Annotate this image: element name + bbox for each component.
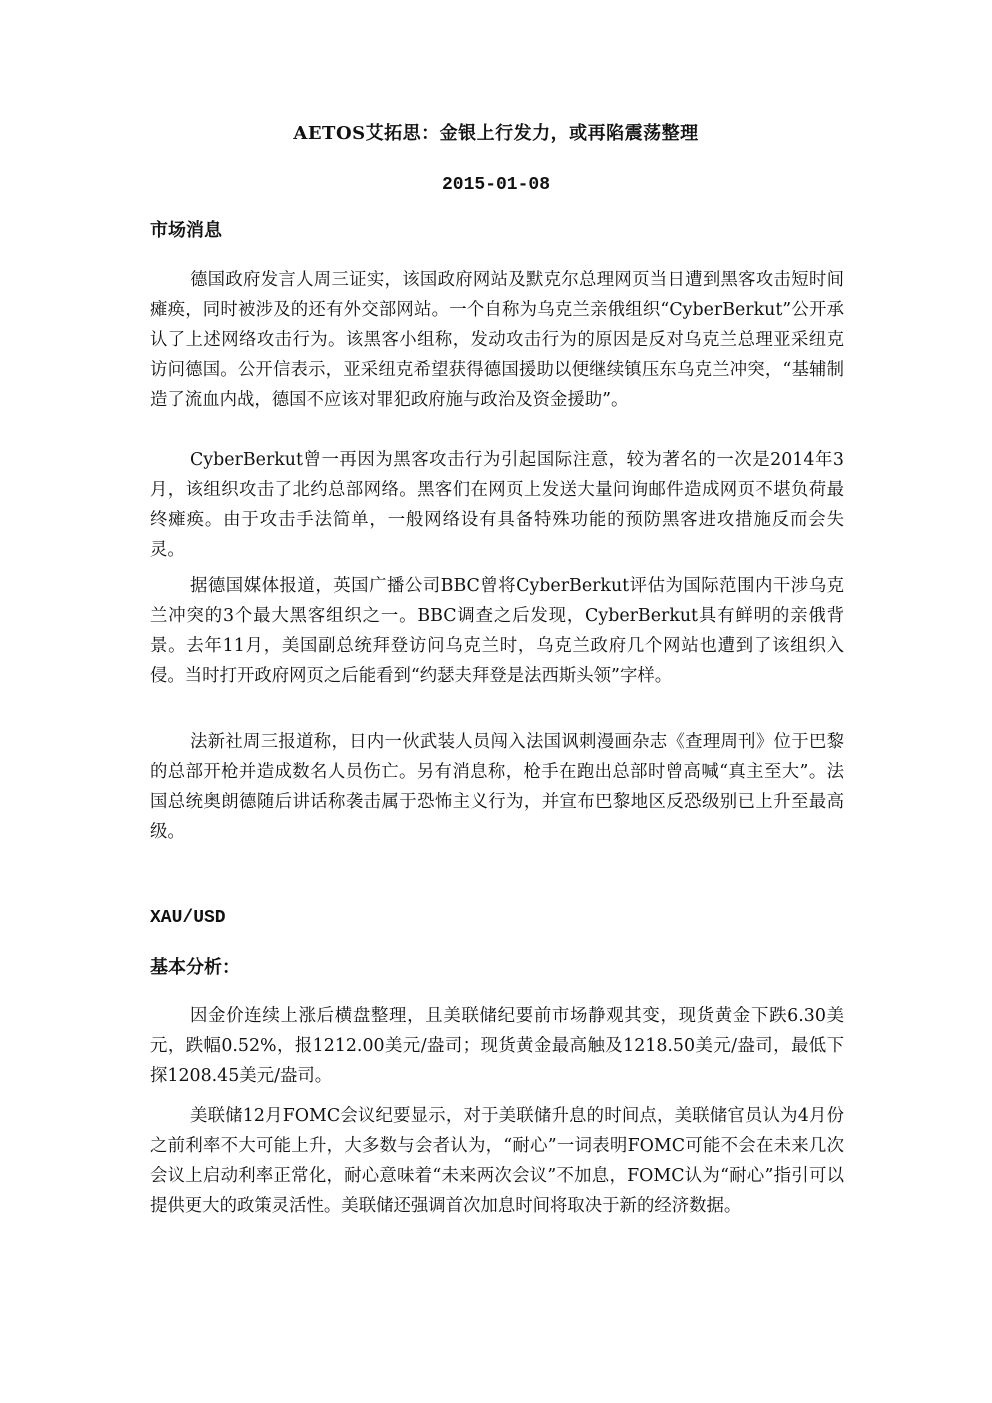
- paragraph: 因金价连续上涨后横盘整理，且美联储纪要前市场静观其变，现货黄金下跌6.30美元，跌幅0.52%，报1212.00美元/盎司；现货黄金最高触及1218.50美元/盎司，最低下探1208.45美元/盎司。: [150, 1006, 844, 1086]
- paragraph: 据德国媒体报道，英国广播公司BBC曾将CyberBerkut评估为国际范围内干涉乌克兰冲突的3个最大黑客组织之一。BBC调查之后发现，CyberBerkut具有鲜明的亲俄背景。去年11月，美国副总统拜登访问乌克兰时，乌克兰政府几个网站也遭到了该组织入侵。当时打开政府网页之后能看到“约瑟夫拜登是法西斯头领”字样。: [150, 576, 844, 686]
- section-heading-fundamental-analysis: 基本分析：: [150, 957, 240, 978]
- paragraph: 美联储12月FOMC会议纪要显示，对于美联储升息的时间点，美联储官员认为4月份之前利率不大可能上升，大多数与会者认为，“耐心”一词表明FOMC可能不会在未来几次会议上启动利率正常化，耐心意味着“未来两次会议”不加息，FOMC认为“耐心”指引可以提供更大的政策灵活性。美联储还强调首次加息时间将取决于新的经济数据。: [150, 1106, 844, 1216]
- paragraph: 法新社周三报道称，日内一伙武装人员闯入法国讽刺漫画杂志《查理周刊》位于巴黎的总部开枪并造成数名人员伤亡。另有消息称，枪手在跑出总部时曾高喊“真主至大”。法国总统奥朗德随后讲话称袭击属于恐怖主义行为，并宣布巴黎地区反恐级别已上升至最高级。: [150, 732, 844, 842]
- section-heading-market-news: 市场消息: [150, 220, 222, 241]
- paragraph: CyberBerkut曾一再因为黑客攻击行为引起国际注意，较为著名的一次是2014年3月，该组织攻击了北约总部网络。黑客们在网页上发送大量问询邮件造成网页不堪负荷最终瘫痪。由于攻击手法简单，一般网络设有具备特殊功能的预防黑客进攻措施反而会失灵。: [150, 450, 844, 560]
- document-title: AETOS艾拓思：金银上行发力，或再陷震荡整理: [293, 123, 699, 144]
- paragraph: 德国政府发言人周三证实，该国政府网站及默克尔总理网页当日遭到黑客攻击短时间瘫痪，同时被涉及的还有外交部网站。一个自称为乌克兰亲俄组织“CyberBerkut”公开承认了上述网络攻击行为。该黑客小组称，发动攻击行为的原因是反对乌克兰总理亚采纽克访问德国。公开信表示，亚采纽克希望获得德国援助以便继续镇压东乌克兰冲突，“基辅制造了流血内战，德国不应该对罪犯政府施与政治及资金援助”。: [150, 270, 844, 410]
- section-heading-xau-usd: XAU/USD: [150, 908, 226, 928]
- document-date: 2015-01-08: [441, 175, 551, 195]
